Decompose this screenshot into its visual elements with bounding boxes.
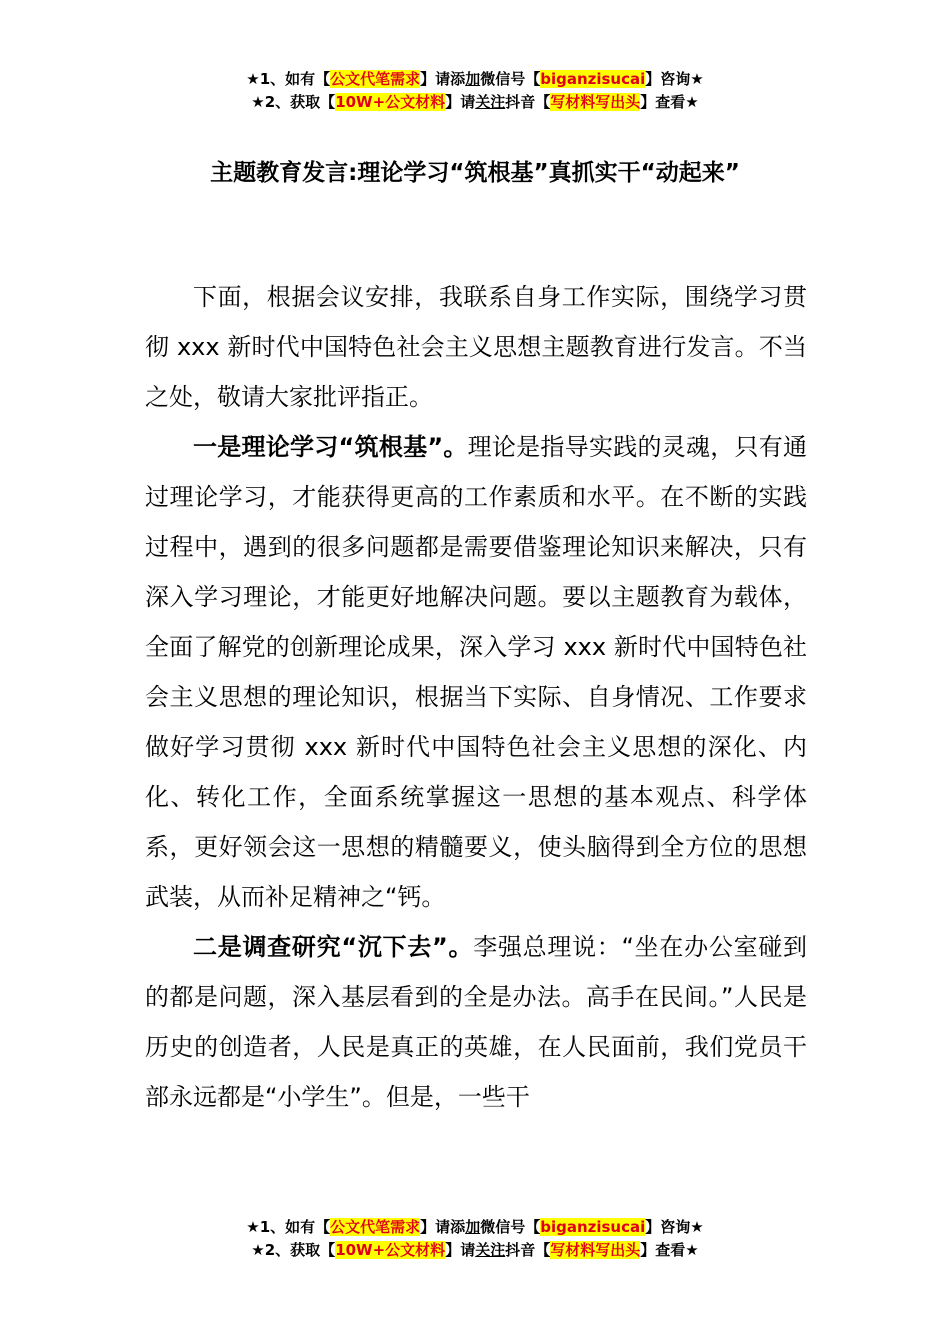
promo-highlight: 写材料写出头 (550, 93, 641, 111)
promo-line-1 (0, 68, 950, 91)
promo-text: 】请添 (420, 70, 466, 88)
promo-text: 微信号【 (480, 1218, 541, 1236)
promo-emphasis: 关注 (475, 1241, 506, 1259)
promo-highlight: 公文代笔需求 (330, 1218, 421, 1236)
promo-emphasis: 关注 (475, 93, 506, 111)
promo-line-1 (0, 1216, 950, 1239)
promo-text: ★2、获取【 (251, 1241, 336, 1259)
promo-text: 】查看★ (640, 1241, 699, 1259)
promo-text: ★1、如有【 (246, 1218, 331, 1236)
promo-text: 抖音【 (505, 1241, 551, 1259)
promo-text: ★2、获取【 (251, 93, 336, 111)
paragraph-point-2 (145, 922, 807, 1122)
promo-emphasis: 加 (465, 70, 481, 88)
promo-highlight: 公文代笔需求 (330, 70, 421, 88)
document-body (145, 272, 807, 1122)
paragraph-text: 李强总理说：“坐在办公室碰到的都是问题，深入基层看到的全是办法。高手在民间。”人民是历史的创造者，人民是真正的英雄，在人民面前，我们党员干部永远都是“小学生”。但是，一些干 (145, 933, 808, 1111)
promo-highlight: biganzisucai (540, 1218, 646, 1236)
promo-text: 】查看★ (640, 93, 699, 111)
promo-text: 】请 (445, 93, 476, 111)
promo-text: 】咨询★ (645, 70, 704, 88)
promo-text: 】请添 (420, 1218, 466, 1236)
promo-text: ★1、如有【 (246, 70, 331, 88)
document-title: 主题教育发言:理论学习“筑根基”真抓实干“动起来” (210, 160, 740, 186)
paragraph-lead: 一是理论学习“筑根基”。 (193, 433, 468, 461)
promo-highlight: 10W+公文材料 (335, 93, 446, 111)
paragraph-text: 理论是指导实践的灵魂，只有通过理论学习，才能获得更高的工作素质和水平。在不断的实践过程中，遇到的很多问题都是需要借鉴理论知识来解决，只有深入学习理论，才能更好地解决问题。要以主题教育为载体，全面了解党的创新理论成果，深入学习 xxx 新时代中国特色社会主义思想的理论知识，根据当下实际、自身情况、工作要求做好学习贯彻 xxx 新时代中国特色社会主义思想的深化、内化、转化工作，全面系统掌握这一思想的基本观点、科学体系，更好领会这一思想的精髓要义，使头脑得到全方位的思想武装，从而补足精神之“钙。 (145, 433, 808, 911)
promo-line-2 (0, 1239, 950, 1262)
promo-highlight: 10W+公文材料 (335, 1241, 446, 1259)
paragraph-intro (145, 272, 807, 422)
promo-highlight: 写材料写出头 (550, 1241, 641, 1259)
paragraph-text: 下面，根据会议安排，我联系自身工作实际，围绕学习贯彻 xxx 新时代中国特色社会主义思想主题教育进行发言。不当之处，敬请大家批评指正。 (145, 283, 807, 411)
promo-line-2 (0, 91, 950, 114)
paragraph-point-1 (145, 422, 807, 922)
promo-text: 】请 (445, 1241, 476, 1259)
paragraph-lead: 二是调查研究“沉下去”。 (193, 933, 474, 961)
promo-text: 】咨询★ (645, 1218, 704, 1236)
promo-banner-top (0, 68, 950, 114)
promo-banner-bottom (0, 1216, 950, 1262)
promo-text: 微信号【 (480, 70, 541, 88)
promo-emphasis: 加 (465, 1218, 481, 1236)
promo-text: 抖音【 (505, 93, 551, 111)
promo-highlight: biganzisucai (540, 70, 646, 88)
